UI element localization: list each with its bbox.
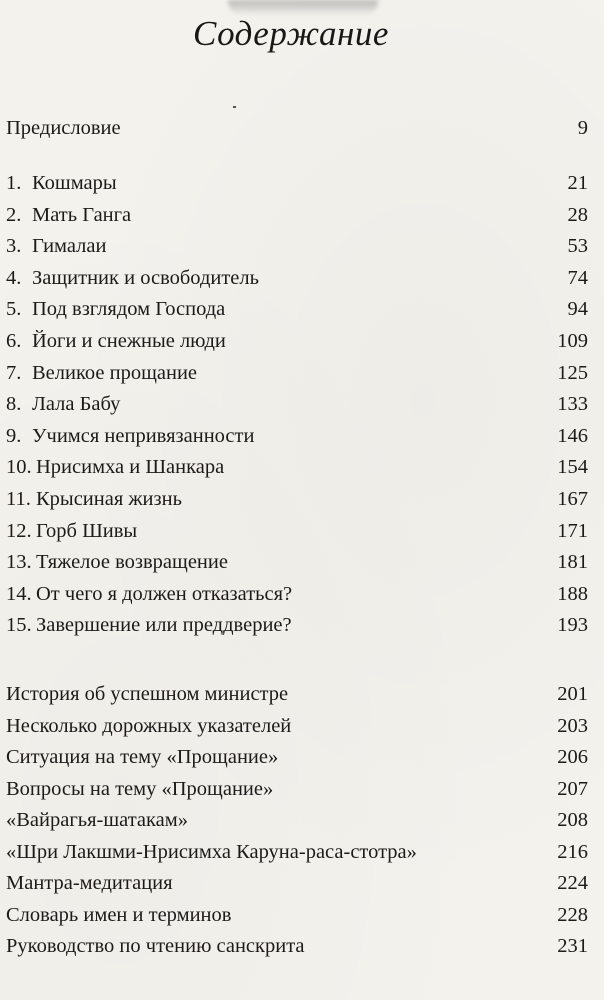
toc-entry-page-number: 206 [557,746,588,768]
toc-entry-page-number: 201 [557,683,588,705]
toc-entry-page-number: 203 [557,715,588,737]
toc-entry-page-number: 193 [557,614,588,636]
toc-entry-number: 10. [6,456,32,478]
toc-entry-page-number: 109 [557,330,588,352]
toc-entry-page-number: 208 [557,809,588,831]
toc-entry-page-number: 154 [557,456,588,478]
toc-entry-page-number: 181 [557,551,588,573]
toc-entry-number: 13. [6,551,32,573]
toc-entry-appendix[interactable] [0,679,600,709]
toc-entry-chapter[interactable] [0,358,600,388]
toc-entry-page-number: 188 [557,583,588,605]
toc-entry-label: Предисловие [6,117,121,139]
toc-entry-label: Великое прощание [32,362,198,384]
toc-entry-appendix[interactable] [0,900,600,930]
toc-entry-number: 7. [6,362,22,384]
toc-entry-number: 14. [6,583,32,605]
toc-entry-appendix[interactable] [0,868,600,898]
toc-entry-label: Защитник и освободитель [32,267,259,289]
toc-entry-page-number: 21 [567,172,588,194]
toc-entry-page-number: 207 [557,778,588,800]
toc-entry-number: 5. [6,298,22,320]
toc-entry-label: Вопросы на тему «Прощание» [6,778,274,800]
toc-entry-chapter[interactable] [0,231,600,261]
toc-entry-label: Завершение или преддверие? [36,614,292,636]
toc-entry-page-number: 146 [557,425,588,447]
toc-entry-page-number: 53 [567,235,588,257]
toc-entry-chapter[interactable] [0,421,600,451]
toc-entry-label: «Шри Лакшми-Нрисимха Каруна-раса-стотра» [6,841,417,863]
toc-entry-page-number: 74 [567,267,588,289]
toc-entry-label: Кошмары [32,172,117,194]
toc-entry-number: 8. [6,393,22,415]
toc-entry-chapter[interactable] [0,294,600,324]
toc-entry-label: Мать Ганга [32,204,132,226]
toc-entry-label: От чего я должен отказаться? [36,583,293,605]
toc-entry-preface[interactable] [0,113,600,143]
toc-entry-chapter[interactable] [0,484,600,514]
toc-entry-number: 15. [6,614,32,636]
toc-entry-page-number: 216 [557,841,588,863]
toc-entry-chapter[interactable] [0,610,600,640]
toc-entry-label: Йоги и снежные люди [32,330,226,352]
toc-entry-number: 11. [6,488,31,510]
toc-entry-label: Словарь имен и терминов [6,904,232,926]
toc-entry-number: 3. [6,235,22,257]
toc-entry-label: Нрисимха и Шанкара [36,456,225,478]
toc-entry-label: Учимся непривязанности [32,425,255,447]
toc-entry-chapter[interactable] [0,547,600,577]
toc-entry-number: 6. [6,330,22,352]
toc-entry-chapter[interactable] [0,200,600,230]
toc-entry-appendix[interactable] [0,711,600,741]
toc-entry-label: Несколько дорожных указателей [6,715,292,737]
toc-entry-chapter[interactable] [0,452,600,482]
toc-entry-label: Горб Шивы [36,520,138,542]
toc-entry-number: 2. [6,204,22,226]
toc-entry-appendix[interactable] [0,931,600,961]
toc-entry-label: Крысиная жизнь [36,488,182,510]
toc-entry-page-number: 228 [557,904,588,926]
toc-entry-number: 1. [6,172,22,194]
toc-entry-chapter[interactable] [0,516,600,546]
toc-entry-page-number: 171 [557,520,588,542]
toc-entry-appendix[interactable] [0,837,600,867]
toc-entry-label: Лала Бабу [32,393,121,415]
toc-entry-number: 12. [6,520,32,542]
toc-entry-chapter[interactable] [0,263,600,293]
toc-entry-chapter[interactable] [0,326,600,356]
toc-entry-label: Тяжелое возвращение [36,551,228,573]
toc-entry-page-number: 133 [557,393,588,415]
toc-entry-chapter[interactable] [0,579,600,609]
toc-entry-page-number: 125 [557,362,588,384]
toc-entry-label: Ситуация на тему «Прощание» [6,746,279,768]
toc-entry-label: Руководство по чтению санскрита [6,935,305,957]
toc-entry-label: Под взглядом Господа [32,298,226,320]
toc-entry-appendix[interactable] [0,774,600,804]
toc-entry-page-number: 231 [557,935,588,957]
toc-entry-label: Мантра-медитация [6,872,173,894]
toc-entry-label: Гималаи [32,235,107,257]
toc-entry-number: 4. [6,267,22,289]
toc-entry-chapter[interactable] [0,389,600,419]
toc-entry-page-number: 224 [557,872,588,894]
page-title: Содержание [193,14,389,53]
toc-entry-page-number: 28 [567,204,588,226]
toc-entry-label: «Вайрагья-шатакам» [6,809,188,831]
toc-entry-page-number: 167 [557,488,588,510]
toc-entry-page-number: 9 [577,117,588,139]
toc-entry-appendix[interactable] [0,805,600,835]
toc-entry-number: 9. [6,425,22,447]
toc-entry-page-number: 94 [567,298,588,320]
toc-entry-chapter[interactable] [0,168,600,198]
toc-entry-label: История об успешном министре [6,683,289,705]
toc-entry-appendix[interactable] [0,742,600,772]
